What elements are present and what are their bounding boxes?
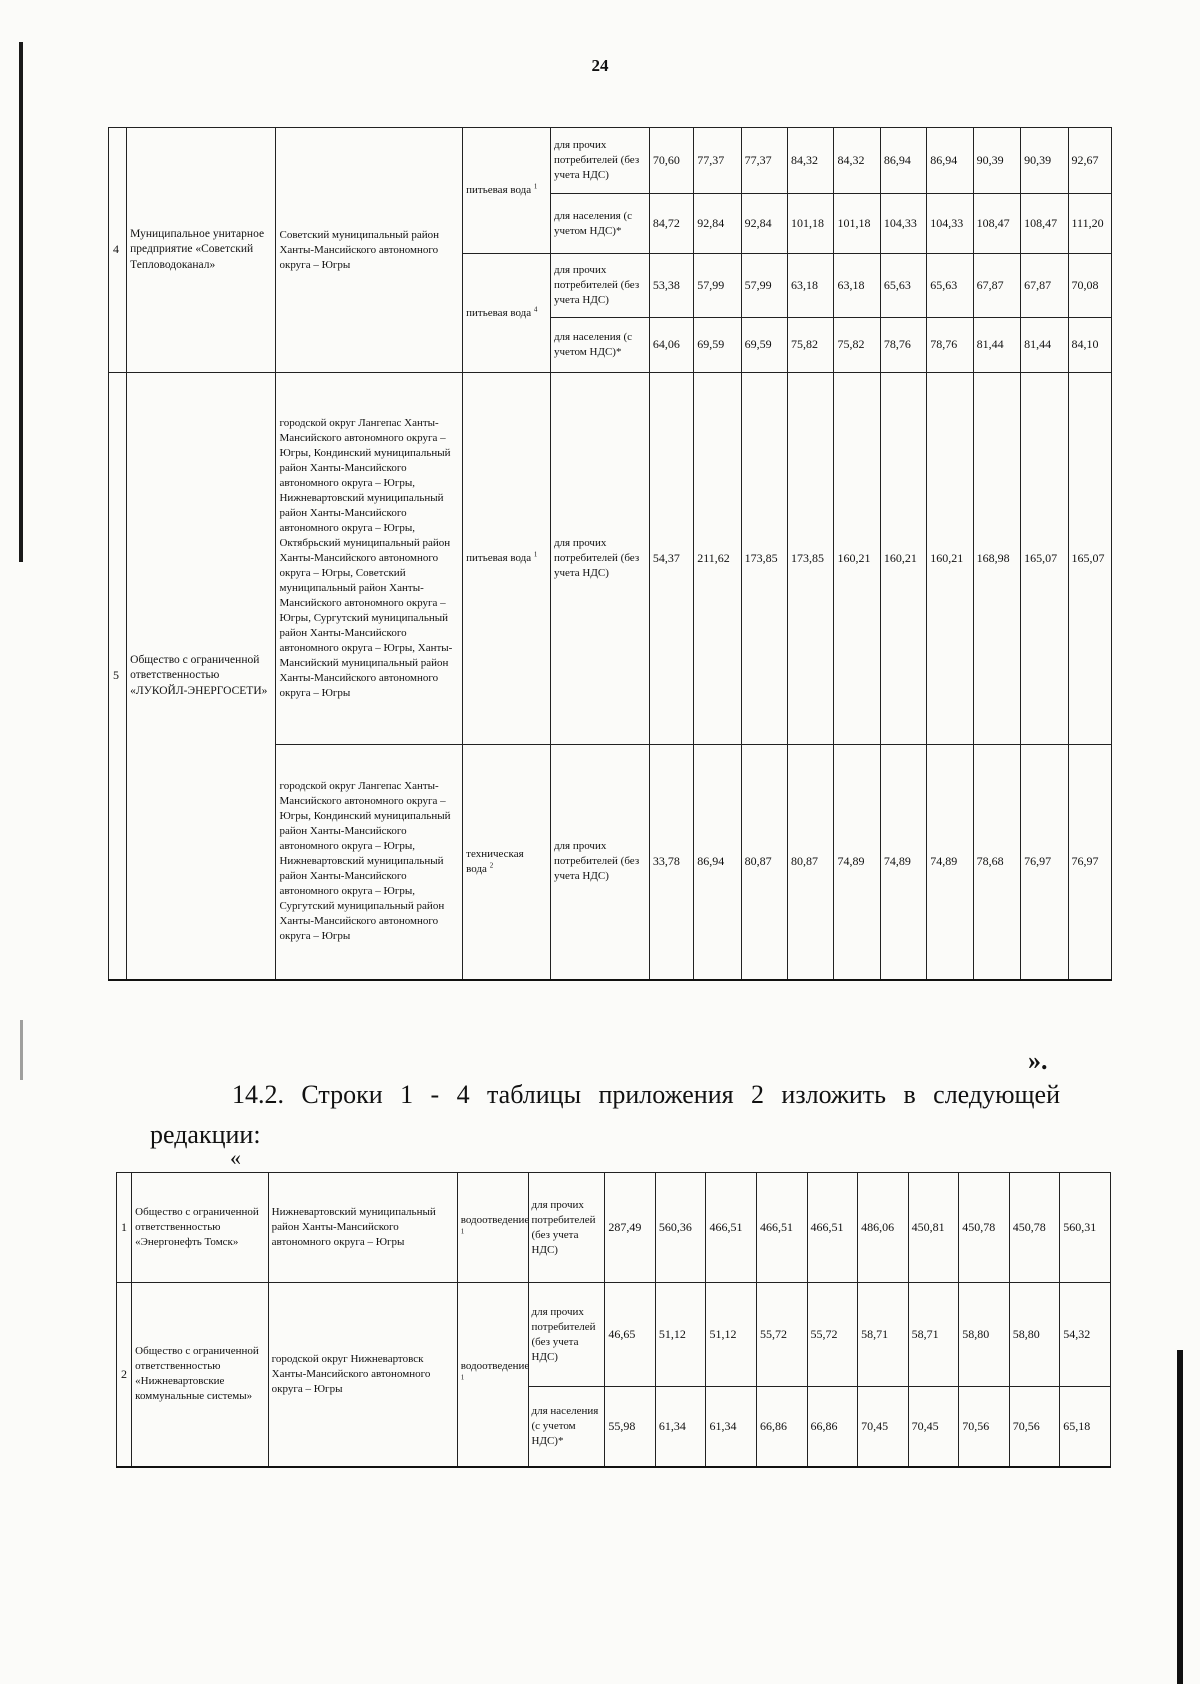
consumer-category: для прочих потребителей (без учета НДС) [550, 745, 649, 980]
tariff-value: 77,37 [694, 128, 741, 194]
tariff-value: 77,37 [741, 128, 787, 194]
closing-quote: ». [1028, 1046, 1048, 1075]
row-index: 5 [109, 373, 127, 980]
tariff-value: 108,47 [973, 194, 1020, 254]
tariff-value: 74,89 [834, 745, 880, 980]
tariff-value: 84,10 [1068, 318, 1112, 373]
tariff-value: 90,39 [1021, 128, 1068, 194]
tariff-value: 61,34 [706, 1387, 757, 1467]
tariff-value: 92,84 [741, 194, 787, 254]
territory-name: городской округ Лангепас Ханты-Мансийского автономного округа – Югры, Кондинский муниципальный район Ханты-Мансийского автономного округа – Югры, Нижневартовский муниципальный район Ханты-Мансийского автономного округа – Югры, Октябрьский муниципальный район Ханты-Мансийского автономного округа – Югры, Советский муниципальный район Ханты-Мансийского автономного округа – Югры, Сургутский муниципальный район Ханты-Мансийского автономного округа – Югры, Ханты-Мансийский муниципальный район Ханты-Мансийского автономного округа – Югры [276, 373, 463, 745]
scan-edge-left-mark [20, 1020, 23, 1080]
row-index: 2 [117, 1283, 132, 1467]
consumer-category: для населения (с учетом НДС)* [550, 318, 649, 373]
tariff-value: 92,84 [694, 194, 741, 254]
tariff-value: 450,81 [908, 1173, 959, 1283]
tariff-value: 53,38 [649, 254, 693, 318]
scan-edge-left [19, 42, 23, 562]
resource-cell [463, 373, 551, 745]
organization-name: Муниципальное унитарное предприятие «Советский Тепловодоканал» [127, 128, 276, 373]
resource-cell [463, 128, 551, 254]
table-row [117, 1173, 1111, 1283]
tariff-value: 69,59 [741, 318, 787, 373]
consumer-category: для прочих потребителей (без учета НДС) [528, 1173, 605, 1283]
consumer-category: для прочих потребителей (без учета НДС) [528, 1283, 605, 1387]
tariff-value: 466,51 [807, 1173, 858, 1283]
tariff-value: 66,86 [807, 1387, 858, 1467]
tariff-value: 560,36 [655, 1173, 706, 1283]
tariff-value: 70,60 [649, 128, 693, 194]
tariff-value: 104,33 [880, 194, 926, 254]
tariff-value: 51,12 [706, 1283, 757, 1387]
tariff-value: 74,89 [927, 745, 973, 980]
tariff-value: 160,21 [927, 373, 973, 745]
tariff-value: 450,78 [959, 1173, 1010, 1283]
resource-name: техническая вода [466, 847, 524, 875]
footnote-mark: 1 [533, 182, 538, 191]
consumer-category: для прочих потребителей (без учета НДС) [550, 373, 649, 745]
tariff-value: 104,33 [927, 194, 973, 254]
footnote-mark: 1 [460, 1226, 465, 1235]
tariff-value: 560,31 [1060, 1173, 1111, 1283]
tariff-value: 80,87 [741, 745, 787, 980]
table-row [109, 373, 1112, 745]
tariff-value: 81,44 [973, 318, 1020, 373]
tariff-value: 211,62 [694, 373, 741, 745]
tariff-value: 76,97 [1068, 745, 1112, 980]
tariff-value: 111,20 [1068, 194, 1112, 254]
tariff-value: 63,18 [834, 254, 880, 318]
resource-name: питьевая вода [466, 552, 532, 564]
tariff-value: 287,49 [605, 1173, 656, 1283]
table-row [117, 1283, 1111, 1387]
organization-name: Общество с ограниченной ответственностью «Энергонефть Томск» [132, 1173, 269, 1283]
resource-cell [457, 1283, 528, 1467]
footnote-mark: 1 [460, 1373, 465, 1382]
tariff-value: 466,51 [757, 1173, 808, 1283]
tariff-value: 75,82 [834, 318, 880, 373]
tariff-value: 58,71 [908, 1283, 959, 1387]
tariff-value: 84,72 [649, 194, 693, 254]
resource-name: питьевая вода [466, 306, 532, 319]
tariff-value: 63,18 [788, 254, 834, 318]
tariff-value: 81,44 [1021, 318, 1068, 373]
tariff-value: 80,87 [788, 745, 834, 980]
tariff-value: 75,82 [788, 318, 834, 373]
tariff-value: 65,63 [880, 254, 926, 318]
row-index: 4 [109, 128, 127, 373]
tariff-value: 61,34 [655, 1387, 706, 1467]
tariff-value: 90,39 [973, 128, 1020, 194]
tariff-value: 54,32 [1060, 1283, 1111, 1387]
tariff-value: 165,07 [1021, 373, 1068, 745]
tariff-value: 168,98 [973, 373, 1020, 745]
tariff-value: 173,85 [788, 373, 834, 745]
tariff-value: 66,86 [757, 1387, 808, 1467]
tariff-value: 450,78 [1009, 1173, 1060, 1283]
tariff-value: 86,94 [927, 128, 973, 194]
tariff-value: 69,59 [694, 318, 741, 373]
tariff-value: 57,99 [694, 254, 741, 318]
tariff-value: 101,18 [788, 194, 834, 254]
tariff-value: 486,06 [858, 1173, 909, 1283]
tariff-value: 173,85 [741, 373, 787, 745]
tariff-value: 55,72 [757, 1283, 808, 1387]
tariff-value: 58,80 [959, 1283, 1010, 1387]
tariff-value: 74,89 [880, 745, 926, 980]
resource-cell [457, 1173, 528, 1283]
organization-name: Общество с ограниченной ответственностью «Нижневартовские коммунальные системы» [132, 1283, 269, 1467]
footnote-mark: 1 [533, 550, 538, 559]
resource-name: водоотведение [460, 1360, 530, 1373]
territory-name: Нижневартовский муниципальный район Ханты-Мансийского автономного округа – Югры [268, 1173, 457, 1283]
territory-name: Советский муниципальный район Ханты-Мансийского автономного округа – Югры [276, 128, 463, 373]
tariff-value: 51,12 [655, 1283, 706, 1387]
tariff-value: 84,32 [788, 128, 834, 194]
amendment-paragraph [150, 1075, 1060, 1155]
consumer-category: для населения (с учетом НДС)* [550, 194, 649, 254]
tariff-value: 55,98 [605, 1387, 656, 1467]
tariff-value: 65,18 [1060, 1387, 1111, 1467]
tariff-value: 67,87 [973, 254, 1020, 318]
tariff-value: 57,99 [741, 254, 787, 318]
tariff-value: 78,68 [973, 745, 1020, 980]
tariff-value: 78,76 [880, 318, 926, 373]
tariff-value: 160,21 [880, 373, 926, 745]
tariff-value: 70,45 [858, 1387, 909, 1467]
tariff-value: 70,56 [1009, 1387, 1060, 1467]
tariff-value: 165,07 [1068, 373, 1112, 745]
tariff-table-2 [116, 1172, 1111, 1468]
resource-name: водоотведение [460, 1213, 530, 1226]
tariff-value: 67,87 [1021, 254, 1068, 318]
tariff-value: 108,47 [1021, 194, 1068, 254]
tariff-value: 92,67 [1068, 128, 1112, 194]
row-index: 1 [117, 1173, 132, 1283]
scan-edge-right [1177, 1350, 1183, 1684]
tariff-value: 33,78 [649, 745, 693, 980]
tariff-value: 55,72 [807, 1283, 858, 1387]
tariff-table-1 [108, 127, 1112, 981]
tariff-value: 58,80 [1009, 1283, 1060, 1387]
tariff-value: 70,56 [959, 1387, 1010, 1467]
consumer-category: для прочих потребителей (без учета НДС) [550, 128, 649, 194]
organization-name: Общество с ограниченной ответственностью «ЛУКОЙЛ-ЭНЕРГОСЕТИ» [127, 373, 276, 980]
tariff-value: 70,45 [908, 1387, 959, 1467]
tariff-value: 54,37 [649, 373, 693, 745]
paragraph-text: 14.2. Строки 1 - 4 таблицы приложения 2 изложить в следующей редакции: [150, 1080, 1060, 1149]
resource-cell [463, 254, 551, 373]
tariff-value: 70,08 [1068, 254, 1112, 318]
territory-name: городской округ Лангепас Ханты-Мансийского автономного округа – Югры, Кондинский муниципальный район Ханты-Мансийского автономного округа – Югры, Нижневартовский муниципальный район Ханты-Мансийского автономного округа – Югры, Сургутский муниципальный район Ханты-Мансийского автономного округа – Югры [276, 745, 463, 980]
footnote-mark: 2 [489, 861, 494, 870]
tariff-value: 78,76 [927, 318, 973, 373]
territory-name: городской округ Нижневартовск Ханты-Мансийского автономного округа – Югры [268, 1283, 457, 1467]
tariff-value: 101,18 [834, 194, 880, 254]
tariff-value: 65,63 [927, 254, 973, 318]
tariff-value: 160,21 [834, 373, 880, 745]
consumer-category: для прочих потребителей (без учета НДС) [550, 254, 649, 318]
table-row [109, 128, 1112, 194]
consumer-category: для населения (с учетом НДС)* [528, 1387, 605, 1467]
page-number: 24 [591, 56, 609, 75]
tariff-value: 86,94 [880, 128, 926, 194]
tariff-value: 84,32 [834, 128, 880, 194]
opening-quote: « [230, 1145, 241, 1170]
resource-name: питьевая вода [466, 184, 532, 196]
tariff-value: 46,65 [605, 1283, 656, 1387]
tariff-value: 86,94 [694, 745, 741, 980]
footnote-mark: 4 [533, 304, 538, 313]
tariff-value: 466,51 [706, 1173, 757, 1283]
resource-cell [463, 745, 551, 980]
tariff-value: 58,71 [858, 1283, 909, 1387]
tariff-value: 64,06 [649, 318, 693, 373]
tariff-value: 76,97 [1021, 745, 1068, 980]
